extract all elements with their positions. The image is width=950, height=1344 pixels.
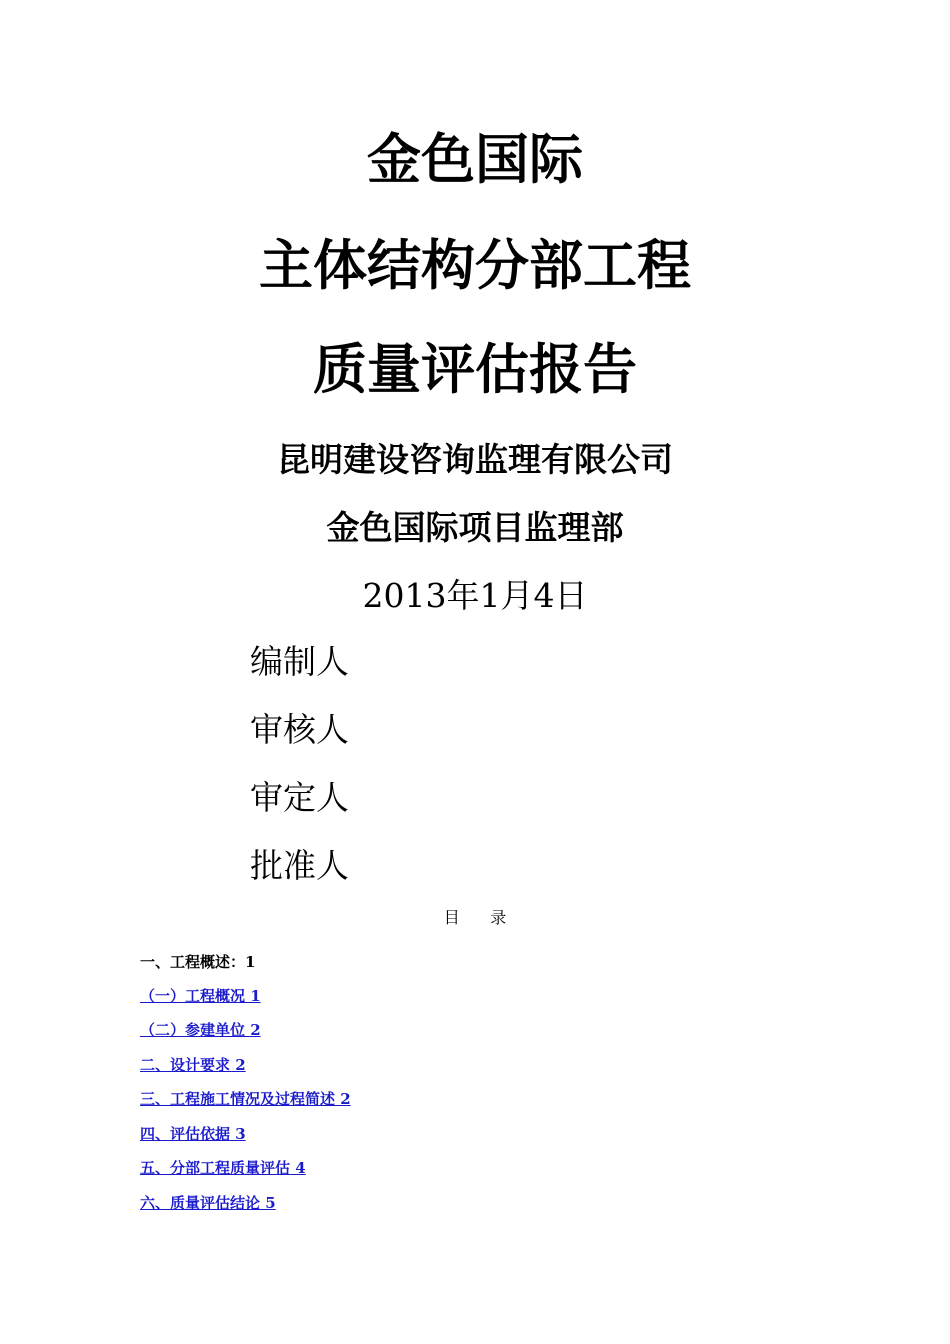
company-name: 昆明建设咨询监理有限公司 — [277, 440, 673, 479]
report-date: 2013年1月4日 — [362, 576, 588, 615]
title-work-division: 主体结构分部工程 — [259, 234, 691, 297]
toc-link-design-requirements[interactable]: 二、设计要求 2 — [140, 1056, 246, 1074]
toc-heading: 目 录 — [443, 908, 507, 927]
signatory-reviewer: 审核人 — [250, 710, 349, 749]
toc-item-overview: 一、工程概述：1 — [140, 953, 256, 971]
signatory-approver: 批准人 — [250, 846, 349, 885]
toc-link-participating-units[interactable]: （二）参建单位 2 — [140, 1021, 261, 1039]
toc-link-quality-evaluation[interactable]: 五、分部工程质量评估 4 — [140, 1159, 306, 1177]
toc-link-evaluation-conclusion[interactable]: 六、质量评估结论 5 — [140, 1194, 276, 1212]
title-project-name: 金色国际 — [367, 128, 583, 191]
signatory-verifier: 审定人 — [250, 778, 349, 817]
title-report-name: 质量评估报告 — [313, 338, 637, 401]
signatory-compiler: 编制人 — [250, 642, 349, 681]
toc-link-project-summary[interactable]: （一）工程概况 1 — [140, 987, 261, 1005]
department-name: 金色国际项目监理部 — [326, 508, 624, 547]
toc-link-construction-process[interactable]: 三、工程施工情况及过程简述 2 — [140, 1090, 351, 1108]
toc-link-evaluation-basis[interactable]: 四、评估依据 3 — [140, 1125, 246, 1143]
